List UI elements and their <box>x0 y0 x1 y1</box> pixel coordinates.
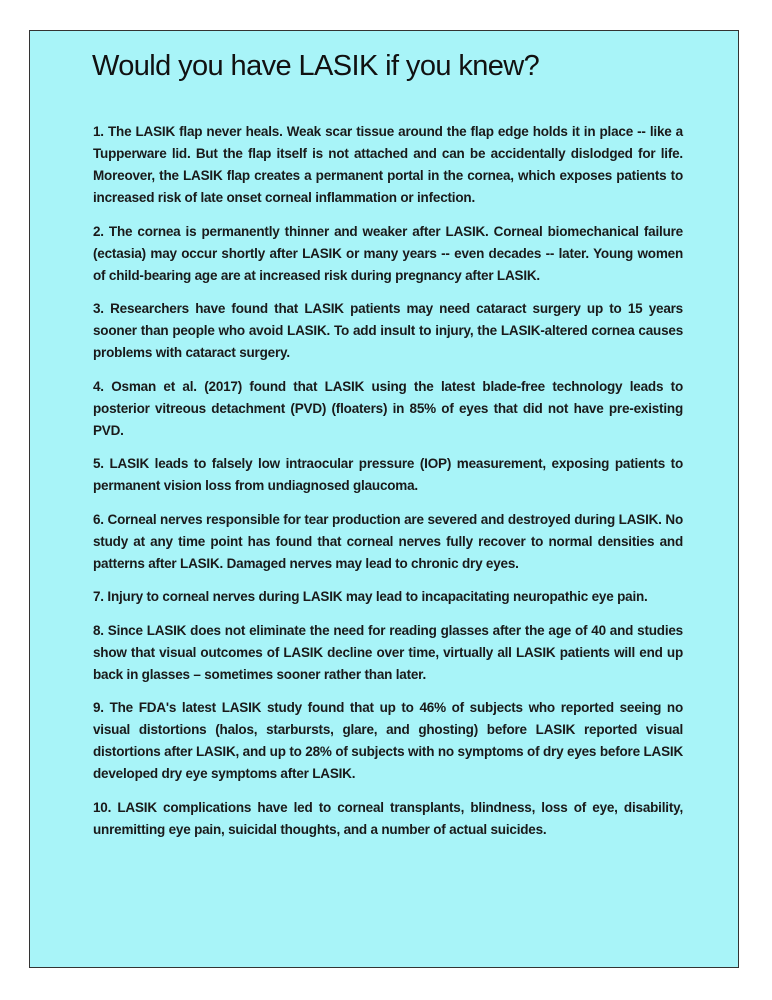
fact-item-1: 1. The LASIK flap never heals. Weak scar tissue around the flap edge holds it in place -- like a Tupperware lid. But the flap itself is not attached and can be accidentally dislodged for life. Moreover, the LASIK flap creates a permanent portal in the cornea, which exposes patients to increased risk of late onset corneal inflammation or infection. <box>93 124 683 205</box>
fact-item-4: 4. Osman et al. (2017) found that LASIK using the latest blade-free technology leads to posterior vitreous detachment (PVD) (floaters) in 85% of eyes that did not have pre-existing PVD. <box>93 378 683 438</box>
document-title: Would you have LASIK if you knew? <box>92 50 540 82</box>
fact-item-3: 3. Researchers have found that LASIK patients may need cataract surgery up to 15 years sooner than people who avoid LASIK. To add insult to injury, the LASIK-altered cornea causes problems with cataract surgery. <box>93 301 683 360</box>
fact-list <box>93 121 683 852</box>
fact-item-7: 7. Injury to corneal nerves during LASIK may lead to incapacitating neuropathic eye pain. <box>93 589 648 604</box>
fact-item-5: 5. LASIK leads to falsely low intraocular pressure (IOP) measurement, exposing patients to permanent vision loss from undiagnosed glaucoma. <box>93 456 683 493</box>
fact-item-8: 8. Since LASIK does not eliminate the need for reading glasses after the age of 40 and studies show that visual outcomes of LASIK decline over time, virtually all LASIK patients will end up back in glasses – sometimes sooner rather than later. <box>93 622 683 682</box>
fact-item-10: 10. LASIK complications have led to corneal transplants, blindness, loss of eye, disability, unremitting eye pain, suicidal thoughts, and a number of actual suicides. <box>93 799 683 837</box>
fact-item-9: 9. The FDA's latest LASIK study found that up to 46% of subjects who reported seeing no visual distortions (halos, starbursts, glare, and ghosting) before LASIK reported visual distortions after LASIK, and up to 28% of subjects with no symptoms of dry eyes before LASIK developed dry eye symptoms after LASIK. <box>93 700 683 781</box>
fact-item-6: 6. Corneal nerves responsible for tear production are severed and destroyed during LASIK. No study at any time point has found that corneal nerves fully recover to normal densities and patterns after LASIK. Damaged nerves may lead to chronic dry eyes. <box>93 511 683 571</box>
fact-item-2: 2. The cornea is permanently thinner and weaker after LASIK. Corneal biomechanical failure (ectasia) may occur shortly after LASIK or many years -- even decades -- later. Young women of child-bearing age are at increased risk during pregnancy after LASIK. <box>93 223 683 283</box>
document-page <box>29 30 739 968</box>
